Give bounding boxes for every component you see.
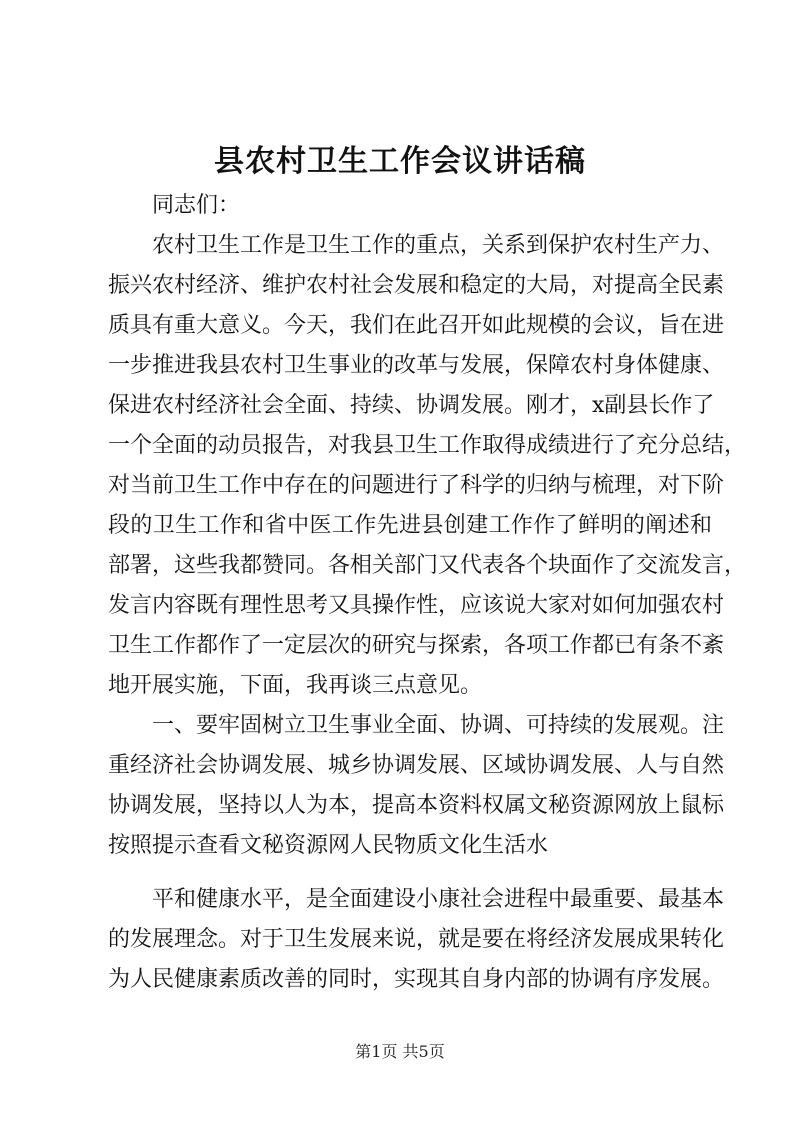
paragraph-line: 地开展实施，下面，我再谈三点意见。 <box>108 673 483 698</box>
paragraph-line: 平和健康水平，是全面建设小康社会进程中最重要、最基本 <box>152 887 725 912</box>
paragraph-line: 重经济社会协调发展、城乡协调发展、区域协调发展、人与自然 <box>108 753 725 778</box>
document-body <box>108 186 747 1000</box>
paragraph-line: 为人民健康素质改善的同时，实现其自身内部的协调有序发展。 <box>108 967 725 992</box>
page-footer: 第1页 共5页 <box>355 1042 445 1061</box>
paragraph-line: 一、要牢固树立卫生事业全面、协调、可持续的发展观。注 <box>152 713 725 738</box>
paragraph-line: 农村卫生工作是卫生工作的重点，关系到保护农村生产力、 <box>152 233 725 258</box>
paragraph-line: 保进农村经济社会全面、持续、协调发展。刚才，x副县长作了 <box>108 393 715 418</box>
paragraph-line: 卫生工作都作了一定层次的研究与探索，各项工作都已有条不紊 <box>108 633 725 658</box>
paragraph-line: 振兴农村经济、维护农村社会发展和稳定的大局，对提高全民素 <box>108 273 725 298</box>
paragraph-line: 的发展理念。对于卫生发展来说，就是要在将经济发展成果转化 <box>108 927 725 952</box>
paragraph-line: 质具有重大意义。今天，我们在此召开如此规模的会议，旨在进 <box>108 313 725 338</box>
document-title: 县农村卫生工作会议讲话稿 <box>214 144 586 179</box>
paragraph-line: 对当前卫生工作中存在的问题进行了科学的归纳与梳理，对下阶 <box>108 473 725 498</box>
paragraph-line: 一步推进我县农村卫生事业的改革与发展，保障农村身体健康、 <box>108 353 725 378</box>
paragraph-line: 协调发展，坚持以人为本，提高本资料权属文秘资源网放上鼠标 <box>108 793 725 818</box>
paragraph-line: 部署，这些我都赞同。各相关部门又代表各个块面作了交流发言， <box>108 553 747 578</box>
paragraph-line: 段的卫生工作和省中医工作先进县创建工作作了鲜明的阐述和 <box>108 513 712 538</box>
paragraph-line: 发言内容既有理性思考又具操作性，应该说大家对如何加强农村 <box>108 593 725 618</box>
salutation-line: 同志们： <box>152 193 241 218</box>
paragraph-line: 一个全面的动员报告，对我县卫生工作取得成绩进行了充分总结， <box>108 433 747 458</box>
paragraph-line: 按照提示查看文秘资源网人民物质文化生活水 <box>108 833 549 858</box>
